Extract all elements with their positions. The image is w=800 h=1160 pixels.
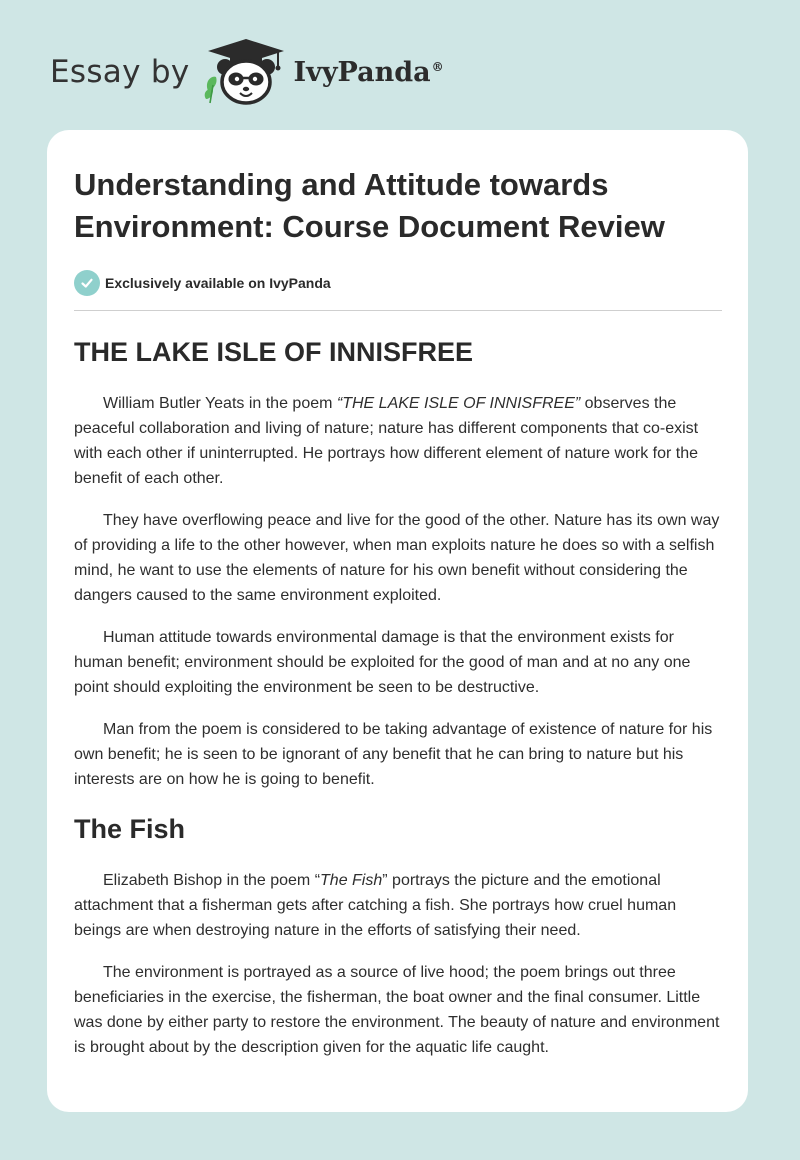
checkmark-icon [74,270,100,296]
paragraph: They have overflowing peace and live for the good of the other. Nature has its own way of providing a life to the other however, when man exploits nature he does so with a selfish mind, he want to use the elements of nature for his own benefit without considering the dangers caused to the same environment exploited. [74,512,720,604]
brand-header[interactable] [50,36,444,108]
section-heading-innisfree: THE LAKE ISLE OF INNISFREE [74,337,474,367]
essay-title: Understanding and Attitude towards Environment: Course Document Review [74,167,665,244]
brand-name: IvyPanda® [293,56,444,88]
paragraph: Man from the poem is considered to be taking advantage of existence of nature for his own benefit; he is seen to be ignorant of any benefit that he can bring to nature but his interests are on how he is going to benefit. [74,721,713,788]
essay-card [47,130,748,1112]
badge-label: Exclusively available on IvyPanda [105,275,331,291]
paragraph: Human attitude towards environmental damage is that the environment exists for human benefit; environment should be exploited for the good of man and at no any one point should exploiting the environment be seen to be destructive. [74,629,691,696]
panda-logo-icon [200,37,292,107]
divider [74,310,722,311]
poem-title: The Fish [320,872,383,889]
exclusive-badge [74,269,722,297]
brand-prefix: Essay by [50,54,190,90]
paragraph: William Butler Yeats in the poem “THE LAKE ISLE OF INNISFREE” observes the peaceful collaboration and living of nature; nature has different components that co-exist with each other if uninterrupted. He portrays how different element of nature work for the benefit of each other. [74,395,699,487]
section-heading-the-fish: The Fish [74,814,186,844]
paragraph: Elizabeth Bishop in the poem “The Fish” portrays the picture and the emotional attachment that a fisherman gets after catching a fish. She portrays how cruel human beings are when destroying nature in the efforts of satisfying their need. [74,872,677,939]
essay-content [74,164,722,1077]
paragraph: The environment is portrayed as a source of live hood; the poem brings out three beneficiaries in the exercise, the fisherman, the boat owner and the final consumer. Little was done by either party to restore the environment. The beauty of nature and environment is brought about by the description given for the aquatic life caught. [74,964,720,1056]
poem-title: “THE LAKE ISLE OF INNISFREE” [336,395,581,412]
